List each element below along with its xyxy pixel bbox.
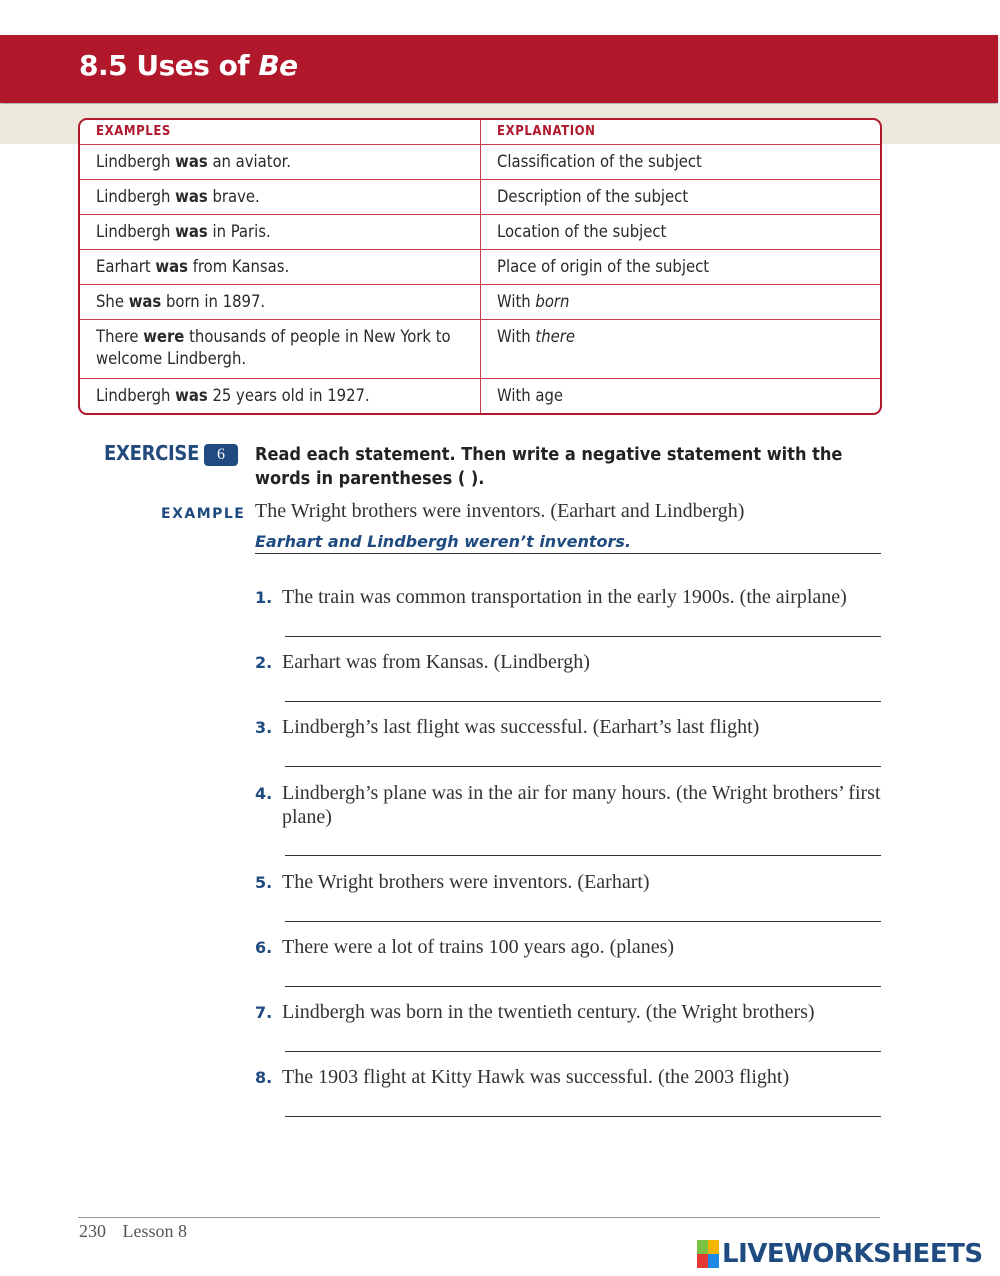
item-number: 1. <box>255 588 273 607</box>
section-number: 8.5 <box>79 49 128 82</box>
footer-divider <box>78 1217 880 1218</box>
exercise-item-5 <box>255 870 885 894</box>
exercise-item-7 <box>255 1000 885 1024</box>
exercise-item-4 <box>255 781 885 829</box>
answer-line-6[interactable] <box>285 986 881 987</box>
explanation-cell: With born <box>480 285 880 319</box>
answer-line-8[interactable] <box>285 1116 881 1117</box>
answer-line-4[interactable] <box>285 855 881 856</box>
answer-line-5[interactable] <box>285 921 881 922</box>
example-cell: Earhart was from Kansas. <box>96 257 290 276</box>
exercise-item-1 <box>255 585 885 609</box>
section-banner <box>0 35 998 103</box>
table-row <box>80 144 880 179</box>
item-number: 8. <box>255 1068 273 1087</box>
section-title <box>79 49 298 82</box>
page-number: 230 <box>79 1221 106 1241</box>
item-text: Earhart was from Kansas. (Lindbergh) <box>282 651 590 673</box>
explanation-cell: With there <box>480 320 880 378</box>
example-cell: Lindbergh was an aviator. <box>96 152 291 171</box>
exercise-label: EXERCISE <box>104 441 200 465</box>
section-title-italic: Be <box>258 49 298 82</box>
table-row <box>80 378 880 413</box>
example-cell: Lindbergh was brave. <box>96 187 260 206</box>
explanation-cell: Place of origin of the subject <box>480 250 880 284</box>
table-header-row <box>80 120 880 144</box>
item-number: 6. <box>255 938 273 957</box>
explanation-cell: Location of the subject <box>480 215 880 249</box>
lesson-label: Lesson 8 <box>122 1221 187 1241</box>
item-number: 2. <box>255 653 273 672</box>
exercise-item-2 <box>255 650 885 674</box>
item-number: 7. <box>255 1003 273 1022</box>
table-row <box>80 319 880 378</box>
exercise-item-8 <box>255 1065 885 1089</box>
explanation-cell: With age <box>480 379 880 413</box>
item-text: The train was common transportation in the early 1900s. (the airplane) <box>282 586 847 608</box>
item-number: 4. <box>255 784 273 803</box>
exercise-instruction: Read each statement. Then write a negative statement with the words in parentheses ( ). <box>255 444 843 489</box>
column-header-examples: EXAMPLES <box>96 124 171 139</box>
table-row <box>80 214 880 249</box>
liveworksheets-logo-icon <box>697 1240 719 1268</box>
explanation-cell: Description of the subject <box>480 180 880 214</box>
answer-line-1[interactable] <box>285 636 881 637</box>
item-text: Lindbergh’s last flight was successful. (Earhart’s last flight) <box>282 716 760 738</box>
example-cell: She was born in 1897. <box>96 292 266 311</box>
page-footer <box>79 1221 187 1242</box>
table-row <box>80 179 880 214</box>
item-text: Lindbergh’s plane was in the air for many hours. (the Wright brothers’ first plane) <box>282 782 881 828</box>
item-text: The Wright brothers were inventors. (Earhart) <box>282 871 650 893</box>
exercise-item-6 <box>255 935 885 959</box>
example-label: EXAMPLE <box>161 506 246 522</box>
exercise-number-badge: 6 <box>204 444 238 466</box>
item-number: 5. <box>255 873 273 892</box>
uses-of-be-table <box>78 118 882 415</box>
liveworksheets-text: LIVEWORKSHEETS <box>722 1239 983 1269</box>
example-cell: There were thousands of people in New York to welcome Lindbergh. <box>96 327 451 368</box>
exercise-item-3 <box>255 715 885 739</box>
example-cell: Lindbergh was in Paris. <box>96 222 271 241</box>
example-statement: The Wright brothers were inventors. (Earhart and Lindbergh) <box>255 500 745 522</box>
table-row <box>80 249 880 284</box>
answer-line-2[interactable] <box>285 701 881 702</box>
table-row <box>80 284 880 319</box>
example-answer: Earhart and Lindbergh weren’t inventors. <box>255 532 881 554</box>
column-header-explanation: EXPLANATION <box>480 120 880 144</box>
section-title-prefix: Uses of <box>136 49 250 82</box>
item-text: Lindbergh was born in the twentieth century. (the Wright brothers) <box>282 1001 815 1023</box>
item-text: There were a lot of trains 100 years ago. (planes) <box>282 936 675 958</box>
answer-line-3[interactable] <box>285 766 881 767</box>
example-cell: Lindbergh was 25 years old in 1927. <box>96 386 370 405</box>
item-number: 3. <box>255 718 273 737</box>
liveworksheets-watermark <box>697 1239 983 1269</box>
explanation-cell: Classification of the subject <box>480 145 880 179</box>
answer-line-7[interactable] <box>285 1051 881 1052</box>
item-text: The 1903 flight at Kitty Hawk was successful. (the 2003 flight) <box>282 1066 790 1088</box>
